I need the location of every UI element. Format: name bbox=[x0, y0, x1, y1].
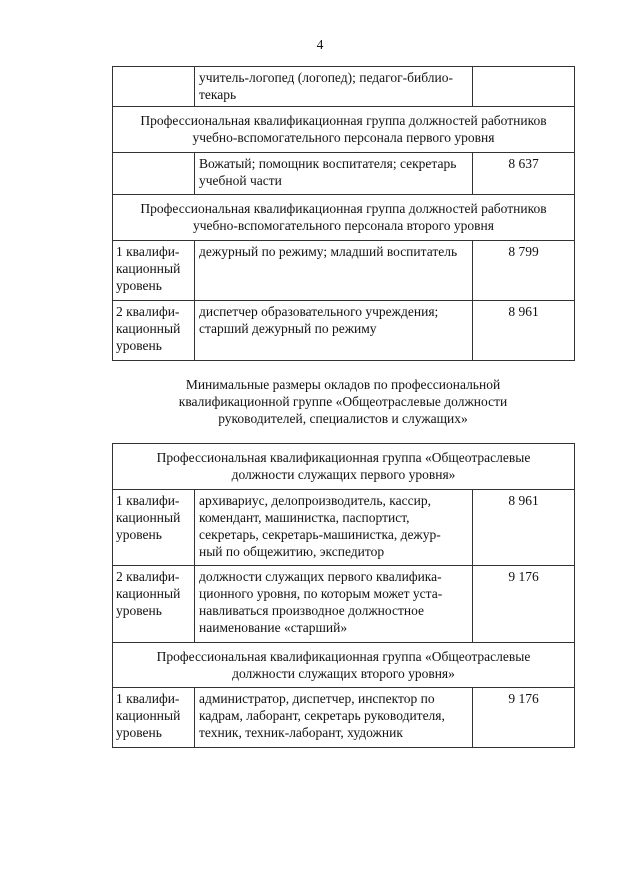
text-line: секретарь, секретарь-машинистка, дежур- bbox=[199, 527, 441, 542]
text-line: учебно-вспомогательного персонала первого уровня bbox=[192, 130, 495, 145]
position-cell bbox=[195, 241, 473, 301]
text-line: должности служащих первого уровня» bbox=[231, 467, 456, 482]
text-line: уровень bbox=[116, 527, 162, 542]
group-header-row bbox=[113, 444, 575, 490]
text-line: кадрам, лаборант, секретарь руководителя, bbox=[199, 708, 445, 723]
table-row bbox=[113, 153, 575, 195]
text-line: 1 квалифи- bbox=[116, 691, 180, 706]
level-cell bbox=[113, 67, 195, 107]
position-cell bbox=[195, 490, 473, 566]
level-cell bbox=[113, 301, 195, 361]
salary-cell: 8 799 bbox=[473, 241, 575, 301]
text-line: должности служащих второго уровня» bbox=[232, 666, 455, 681]
text-line: учебной части bbox=[199, 173, 282, 188]
group-header-row bbox=[113, 643, 575, 688]
group-header bbox=[113, 107, 575, 153]
level-cell bbox=[113, 566, 195, 643]
text-line: Профессиональная квалификационная группа должностей работников bbox=[140, 201, 547, 216]
group-header bbox=[113, 444, 575, 490]
table-row bbox=[113, 490, 575, 566]
salary-cell: 8 637 bbox=[473, 153, 575, 195]
level-cell bbox=[113, 688, 195, 748]
salary-table-education-support bbox=[112, 66, 575, 361]
text-line: Вожатый; помощник воспитателя; секретарь bbox=[199, 156, 457, 171]
text-line: уровень bbox=[116, 603, 162, 618]
text-line: администратор, диспетчер, инспектор по bbox=[199, 691, 435, 706]
salary-cell: 9 176 bbox=[473, 688, 575, 748]
salary-cell: 9 176 bbox=[473, 566, 575, 643]
text-line: уровень bbox=[116, 338, 162, 353]
salary-cell: 8 961 bbox=[473, 490, 575, 566]
position-cell bbox=[195, 301, 473, 361]
text-line: ционного уровня, по которым может уста- bbox=[199, 586, 443, 601]
section-heading bbox=[112, 376, 574, 427]
salary-cell bbox=[473, 67, 575, 107]
level-cell bbox=[113, 153, 195, 195]
text-line: 1 квалифи- bbox=[116, 493, 180, 508]
position-cell bbox=[195, 67, 473, 107]
heading-line: Минимальные размеры окладов по профессиональной bbox=[185, 377, 501, 392]
text-line: Профессиональная квалификационная группа «Общеотраслевые bbox=[156, 649, 531, 664]
table-row bbox=[113, 67, 575, 107]
heading-line: руководителей, специалистов и служащих» bbox=[218, 411, 468, 426]
text-line: навливаться производное должностное bbox=[199, 603, 424, 618]
text-line: кационный bbox=[116, 321, 181, 336]
group-header bbox=[113, 643, 575, 688]
text-line: комендант, машинистка, паспортист, bbox=[199, 510, 410, 525]
text-line: кационный bbox=[116, 708, 181, 723]
text-line: старший дежурный по режиму bbox=[199, 321, 377, 336]
position-cell bbox=[195, 566, 473, 643]
text-line: диспетчер образовательного учреждения; bbox=[199, 304, 439, 319]
text-line: кационный bbox=[116, 510, 181, 525]
group-header-row bbox=[113, 195, 575, 241]
text-line: текарь bbox=[199, 87, 237, 102]
text-line: Профессиональная квалификационная группа должностей работников bbox=[140, 113, 547, 128]
text-line: архивариус, делопроизводитель, кассир, bbox=[199, 493, 431, 508]
text-line: учебно-вспомогательного персонала второго уровня bbox=[193, 218, 494, 233]
level-cell bbox=[113, 241, 195, 301]
text-line: уровень bbox=[116, 725, 162, 740]
text-line: кационный bbox=[116, 261, 181, 276]
text-line: Профессиональная квалификационная группа «Общеотраслевые bbox=[156, 450, 531, 465]
salary-table-general-positions bbox=[112, 443, 575, 748]
text-line: наименование «старший» bbox=[199, 620, 348, 635]
table-row bbox=[113, 566, 575, 643]
text-line: кационный bbox=[116, 586, 181, 601]
text-line: ный по общежитию, экспедитор bbox=[199, 544, 385, 559]
text-line: дежурный по режиму; младший воспитатель bbox=[199, 244, 458, 259]
table-row bbox=[113, 301, 575, 361]
table-row bbox=[113, 241, 575, 301]
text-line: 1 квалифи- bbox=[116, 244, 180, 259]
position-cell bbox=[195, 688, 473, 748]
text-line: уровень bbox=[116, 278, 162, 293]
table-row bbox=[113, 688, 575, 748]
text-line: 2 квалифи- bbox=[116, 304, 180, 319]
heading-line: квалификационной группе «Общеотраслевые должности bbox=[178, 394, 508, 409]
text-line: должности служащих первого квалифика- bbox=[199, 569, 442, 584]
level-cell bbox=[113, 490, 195, 566]
text-line: техник, техник-лаборант, художник bbox=[199, 725, 403, 740]
group-header bbox=[113, 195, 575, 241]
page-number: 4 bbox=[316, 37, 324, 52]
text-line: 2 квалифи- bbox=[116, 569, 180, 584]
salary-cell: 8 961 bbox=[473, 301, 575, 361]
position-cell bbox=[195, 153, 473, 195]
text-line: учитель-логопед (логопед); педагог-библио- bbox=[199, 70, 453, 85]
group-header-row bbox=[113, 107, 575, 153]
